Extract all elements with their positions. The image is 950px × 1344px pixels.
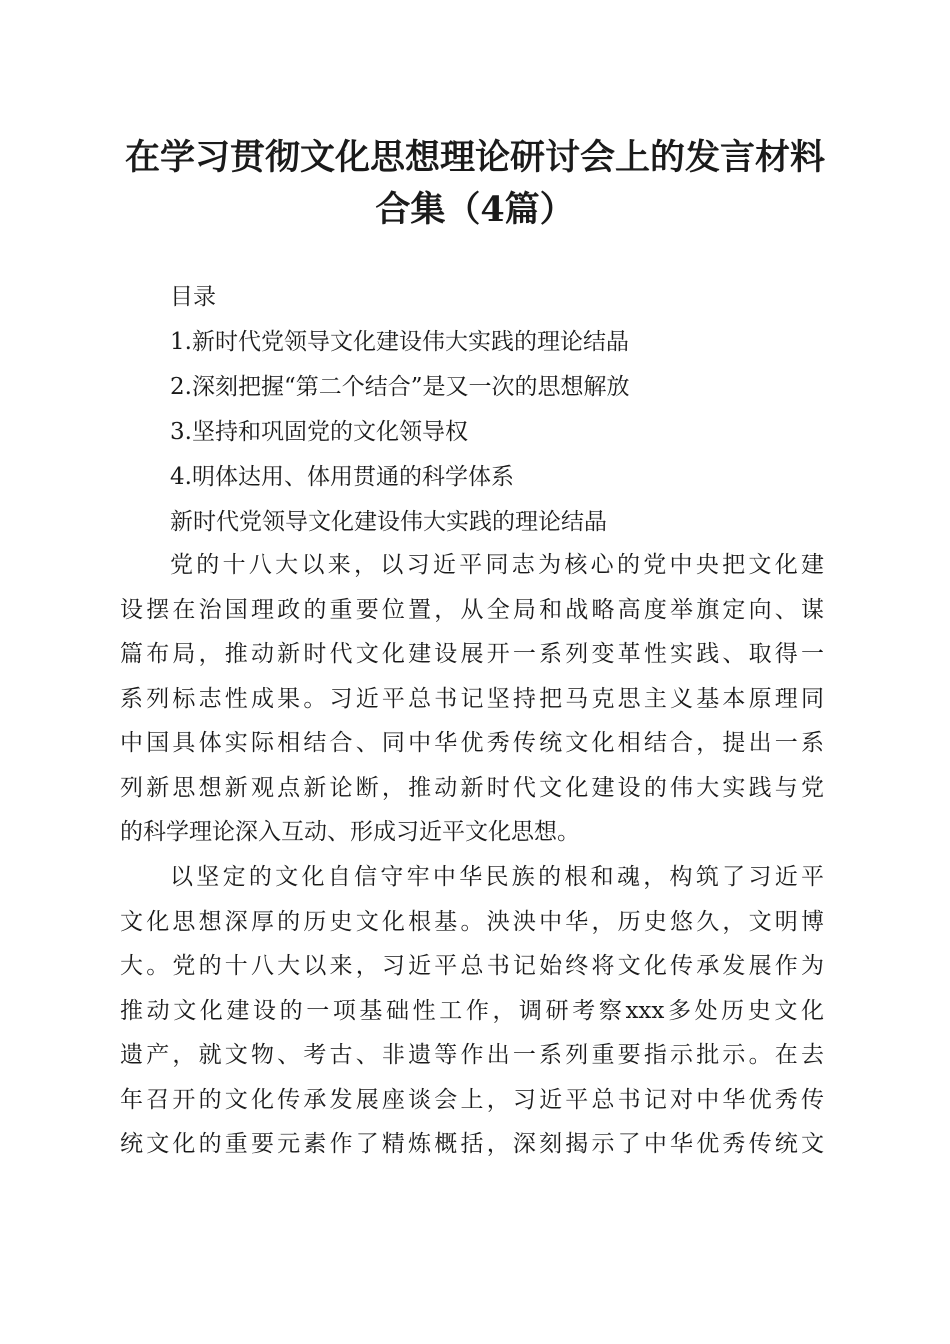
document-title: 在学习贯彻文化思想理论研讨会上的发言材料合集（4篇） xyxy=(124,137,825,230)
paragraph-1-line: 党的十八大以来，以习近平同志为核心的党中央把文化建 xyxy=(170,552,824,578)
paragraph-2-line: 大。党的十八大以来，习近平总书记始终将文化传承发展作为 xyxy=(120,953,824,979)
toc-item: 3.坚持和巩固党的文化领导权 xyxy=(170,419,468,445)
section-title: 新时代党领导文化建设伟大实践的理论结晶 xyxy=(170,509,607,535)
paragraph-2-line: 统文化的重要元素作了精炼概括，深刻揭示了中华优秀传统文 xyxy=(120,1131,824,1157)
paragraph-1-line: 中国具体实际相结合、同中华优秀传统文化相结合，提出一系 xyxy=(120,730,824,756)
paragraph-1-line: 篇布局，推动新时代文化建设展开一系列变革性实践、取得一 xyxy=(120,641,824,667)
paragraph-2-line: 推动文化建设的一项基础性工作，调研考察xxx多处历史文化 xyxy=(120,998,824,1024)
paragraph-1-line: 的科学理论深入互动、形成习近平文化思想。 xyxy=(120,819,580,845)
paragraph-2-line: 以坚定的文化自信守牢中华民族的根和魂，构筑了习近平 xyxy=(170,864,824,890)
toc-item: 2.深刻把握“第二个结合”是又一次的思想解放 xyxy=(170,374,630,400)
paragraph-2-line: 年召开的文化传承发展座谈会上，习近平总书记对中华优秀传 xyxy=(120,1087,824,1113)
paragraph-1-line: 系列标志性成果。习近平总书记坚持把马克思主义基本原理同 xyxy=(120,686,824,712)
paragraph-1-line: 列新思想新观点新论断，推动新时代文化建设的伟大实践与党 xyxy=(120,775,824,801)
paragraph-1-line: 设摆在治国理政的重要位置，从全局和战略高度举旗定向、谋 xyxy=(120,597,824,623)
toc-item: 4.明体达用、体用贯通的科学体系 xyxy=(170,464,514,490)
toc-item: 1.新时代党领导文化建设伟大实践的理论结晶 xyxy=(170,329,629,355)
toc-heading: 目录 xyxy=(170,284,216,310)
paragraph-2-line: 遗产，就文物、考古、非遗等作出一系列重要指示批示。在去 xyxy=(120,1042,824,1068)
paragraph-2-line: 文化思想深厚的历史文化根基。泱泱中华，历史悠久，文明博 xyxy=(120,909,824,935)
